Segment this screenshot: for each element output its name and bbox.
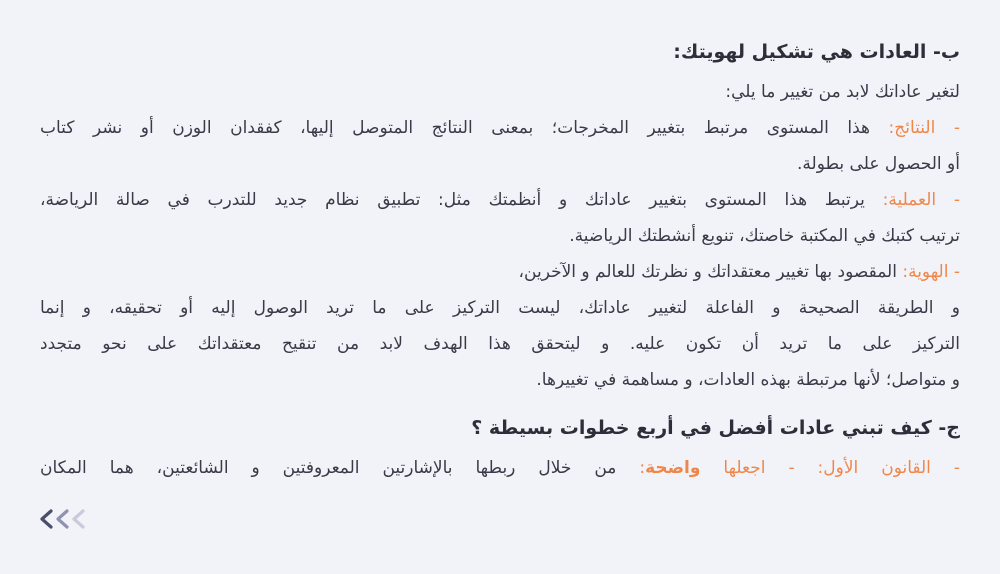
law-one-colon: : bbox=[639, 458, 646, 478]
identity-label: - الهوية: bbox=[902, 262, 960, 282]
chevron-left-icon bbox=[54, 508, 70, 530]
practical-label: - العملية: bbox=[882, 190, 960, 210]
chevron-left-icon bbox=[70, 508, 86, 530]
identity-text: المقصود بها تغيير معتقداتك و نظرتك للعالم و الآخرين، bbox=[518, 262, 903, 282]
paragraph-line-2: التركيز على ما تريد أن تكون عليه. و ليتحقق هذا الهدف لابد من تنقيح معتقداتك على نحو متجدد bbox=[40, 334, 960, 354]
results-text-1: هذا المستوى مرتبط بتغيير المخرجات؛ بمعنى النتائج المتوصل إليها، كفقدان الوزن أو نشر كتاب bbox=[40, 118, 889, 138]
results-label: - النتائج: bbox=[888, 118, 960, 138]
practical-line-1 bbox=[40, 182, 960, 218]
results-line-1 bbox=[40, 110, 960, 146]
law-one-line bbox=[40, 450, 960, 486]
results-line-2: أو الحصول على بطولة. bbox=[797, 154, 960, 174]
paragraph-line-3: و متواصل؛ لأنها مرتبطة بهذه العادات، و مساهمة في تغييرها. bbox=[536, 370, 960, 390]
chevron-left-icon bbox=[38, 508, 54, 530]
law-one-keyword: واضحة bbox=[645, 458, 701, 478]
identity-line bbox=[40, 254, 960, 290]
law-one-text: من خلال ربطها بالإشارتين المعروفتين و الشائعتين، هما المكان bbox=[40, 458, 640, 478]
practical-line-2: ترتيب كتبك في المكتبة خاصتك، تنويع أنشطتك الرياضية. bbox=[569, 226, 960, 246]
section-b-intro: لتغير عاداتك لابد من تغيير ما يلي: bbox=[725, 82, 960, 102]
section-b-heading: ب- العادات هي تشكيل لهويتك: bbox=[673, 41, 960, 63]
practical-text-1: يرتبط هذا المستوى بتغيير عاداتك و أنظمتك مثل: تطبيق نظام جديد للتدرب في صالة الرياضة، bbox=[40, 190, 883, 210]
law-one-label: - القانون الأول: - اجعلها bbox=[700, 458, 960, 478]
section-c-heading: ج- كيف تبني عادات أفضل في أربع خطوات بسيطة ؟ bbox=[471, 417, 960, 439]
triple-chevron-left-icon[interactable] bbox=[38, 508, 86, 530]
paragraph-line-1: و الطريقة الصحيحة و الفاعلة لتغيير عاداتك، ليست التركيز على ما تريد الوصول إليه أو تحقيقه، و إنما bbox=[40, 298, 960, 318]
